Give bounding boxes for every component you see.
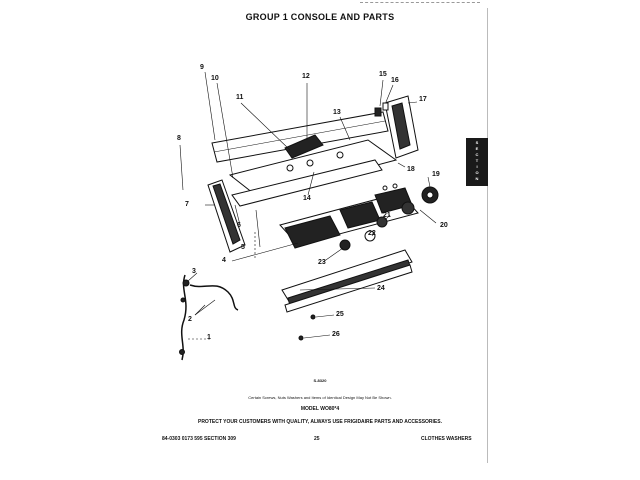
section-tab-letter: T	[475, 158, 479, 163]
callout-5: 5	[241, 244, 245, 251]
wire-harness	[182, 275, 186, 360]
callout-8: 8	[177, 135, 181, 142]
section-tab-letter: O	[475, 170, 479, 175]
callout-13: 13	[333, 109, 341, 116]
section-tab-letter: N	[475, 176, 479, 181]
callout-23: 23	[318, 259, 326, 266]
callout-6: 6	[237, 222, 241, 229]
knob	[402, 202, 414, 214]
page-title: GROUP 1 CONSOLE AND PARTS	[245, 12, 395, 22]
section-tab-letter: S	[475, 140, 479, 145]
callout-10: 10	[211, 75, 219, 82]
callout-3: 3	[192, 268, 196, 275]
callout-26: 26	[332, 331, 340, 338]
callout-7: 7	[185, 201, 189, 208]
callout-12: 12	[302, 73, 310, 80]
caption-note: Certain Screws, Nuts Washers and Items of Identical Design May Not Be Shown.	[248, 395, 392, 400]
promo-line: PROTECT YOUR CUSTOMERS WITH QUALITY, ALWAYS USE FRIGIDAIRE PARTS AND ACCESSORIES.	[197, 419, 442, 425]
callout-4: 4	[222, 257, 226, 264]
section-tab-letter: C	[475, 152, 479, 157]
callout-15: 15	[379, 71, 387, 78]
callout-17: 17	[419, 96, 427, 103]
knob	[340, 240, 350, 250]
callout-1: 1	[207, 334, 211, 341]
switch-panel	[285, 216, 340, 248]
callout-2: 2	[188, 316, 192, 323]
callout-21: 21	[383, 212, 391, 219]
callout-20: 20	[440, 222, 448, 229]
footer-page-number: 25	[314, 436, 320, 442]
callout-19: 19	[432, 171, 440, 178]
callout-18: 18	[407, 166, 415, 173]
callout-11: 11	[236, 94, 244, 101]
clip	[383, 103, 388, 110]
clip	[375, 108, 381, 116]
callout-16: 16	[391, 77, 399, 84]
callout-25: 25	[336, 311, 344, 318]
figure-code: S-8320	[313, 378, 327, 383]
model-label: MODEL WO80*4	[300, 406, 340, 412]
callout-22: 22	[368, 230, 376, 237]
footer-left: 84-0303 0173 595 SECTION 309	[162, 436, 236, 442]
callout-9: 9	[200, 64, 204, 71]
section-tab-letter: E	[475, 146, 479, 151]
footer-right: CLOTHES WASHERS	[421, 436, 472, 442]
section-tab-letter: I	[476, 164, 478, 169]
screw	[299, 336, 303, 340]
callout-24: 24	[377, 285, 385, 292]
callout-14: 14	[303, 195, 311, 202]
screw	[311, 315, 315, 319]
